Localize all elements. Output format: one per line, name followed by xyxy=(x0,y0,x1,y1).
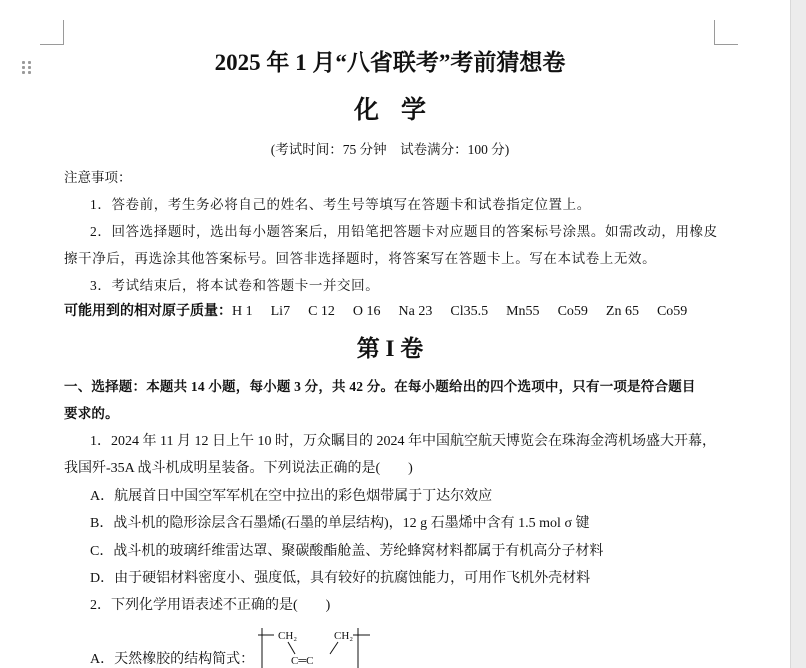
natural-rubber-structure-formula xyxy=(258,622,370,668)
double-bond-backbone: C═C xyxy=(291,655,314,667)
notice-heading: 注意事项： xyxy=(64,170,132,185)
q1-option-c: C．战斗机的玻璃纤维雷达罩、聚碳酸酯舱盖、芳纶蜂窝材料都属于有机高分子材料 xyxy=(90,544,604,559)
q1-option-b: B．战斗机的隐形涂层含石墨烯(石墨的单层结构)，12 g 石墨烯中含有 1.5 mol σ 键 xyxy=(90,516,590,531)
atomic-mass-item: Co59 xyxy=(557,304,588,319)
exam-time-info: (考试时间：75 分钟 试卷满分：100 分) xyxy=(270,142,510,157)
notice-item-1: 1．答卷前，考生务必将自己的姓名、考生号等填写在答题卡和试卷指定位置上。 xyxy=(90,197,591,212)
notice-item-2-line-2: 擦干净后，再选涂其他答案标号。回答非选择题时，将答案写在答题卡上。写在本试卷上无效。 xyxy=(64,251,657,266)
atomic-mass-item: Li7 xyxy=(270,304,291,319)
part1-instructions-line-2: 要求的。 xyxy=(64,406,119,421)
atomic-mass-label: 可能用到的相对原子质量： xyxy=(64,304,232,319)
atomic-mass-item: Na 23 xyxy=(398,304,433,319)
q1-stem-line-1: 1．2024 年 11 月 12 日上午 10 时，万众瞩目的 2024 年中国航空航天博览会在珠海金湾机场盛大开幕， xyxy=(90,434,716,449)
atomic-mass-item: H 1 xyxy=(232,304,253,319)
crop-mark-top-right-vertical xyxy=(714,20,715,44)
notice-item-2-line-1: 2．回答选择题时，选出每小题答案后，用铅笔把答题卡对应题目的答案标号涂黑。如需改动，用橡皮 xyxy=(90,224,718,239)
notice-item-3: 3．考试结束后，将本试卷和答题卡一并交回。 xyxy=(90,278,380,293)
subject-heading: 化学 xyxy=(353,97,448,124)
atomic-mass-item: Co59 xyxy=(656,304,688,319)
section-heading: 第 I 卷 xyxy=(356,336,424,361)
q2-option-a-label: A．天然橡胶的结构简式： xyxy=(90,652,255,667)
bond-right-diagonal xyxy=(330,642,338,654)
doc-title: 2025 年 1 月“八省联考”考前猜想卷 xyxy=(214,50,566,75)
atomic-mass-item: C 12 xyxy=(308,304,335,319)
bond-left-diagonal xyxy=(288,642,295,654)
q1-stem-line-2: 我国歼-35A 战斗机成明星装备。下列说法正确的是( ) xyxy=(64,461,413,476)
crop-mark-top-left-vertical xyxy=(63,20,64,44)
q1-option-d: D．由于硬铝材料密度小、强度低，具有较好的抗腐蚀能力，可用作飞机外壳材料 xyxy=(90,571,591,586)
group-right: CH₂ xyxy=(334,630,354,642)
q1-option-a: A．航展首日中国空军军机在空中拉出的彩色烟带属于丁达尔效应 xyxy=(90,489,493,504)
atomic-mass-item: O 16 xyxy=(352,304,381,319)
part1-instructions-line-1: 一、选择题：本题共 14 小题，每小题 3 分，共 42 分。在每小题给出的四个选项中，只有一项是符合题目 xyxy=(64,379,696,394)
atomic-mass-item: Cl35.5 xyxy=(450,304,489,319)
atomic-mass-item: Mn55 xyxy=(506,304,540,319)
window-scrollbar-track[interactable] xyxy=(790,0,806,668)
q2-stem: 2．下列化学用语表述不正确的是( ) xyxy=(90,598,331,613)
group-left: CH₂ xyxy=(278,630,298,642)
atomic-mass-line xyxy=(64,300,705,320)
atomic-mass-item: Zn 65 xyxy=(605,304,639,319)
